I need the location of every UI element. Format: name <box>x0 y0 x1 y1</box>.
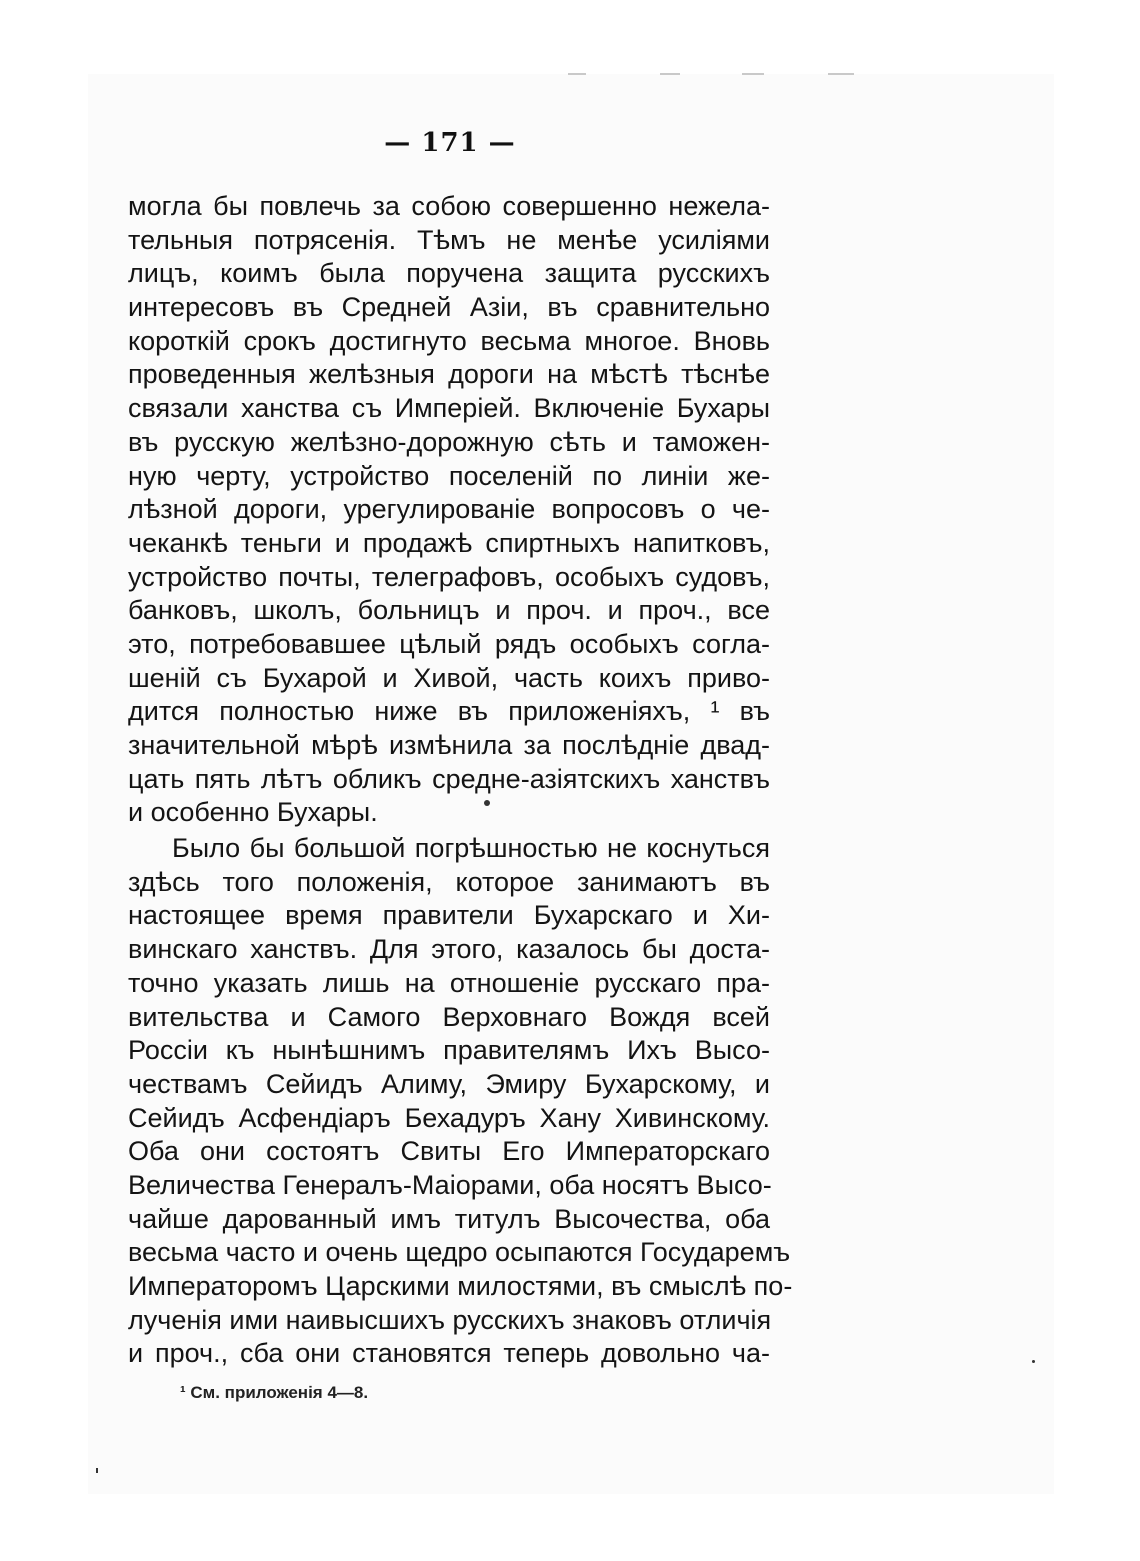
text-line: Оба они состоятъ Свиты Его Императорскаго <box>128 1136 770 1167</box>
text-line: и проч., сба они становятся теперь довольно ча- <box>128 1338 770 1369</box>
scan-artifact-dash <box>742 73 764 75</box>
text-line: Императоромъ Царскими милостями, въ смыслѣ по- <box>128 1271 793 1301</box>
text-line: это, потребовавшее цѣлый рядъ особыхъ согла- <box>128 628 770 659</box>
text-line: тельныя потрясенія. Тѣмъ не менѣе усиліями <box>128 224 770 255</box>
text-line: лѣзной дороги, урегулированіе вопросовъ о че- <box>128 494 770 525</box>
page-number: — 171 — <box>384 128 516 158</box>
scan-speck <box>1032 1360 1035 1363</box>
text-line: весьма часто и очень щедро осыпаются Государемъ <box>128 1237 791 1268</box>
scan-artifact-dash <box>828 73 854 75</box>
text-line: вительства и Самого Верховнаго Вождя всей <box>128 1001 770 1032</box>
text-line: въ русскую желѣзно-дорожную сѣть и таможен- <box>128 426 770 457</box>
text-line: точно указать лишь на отношеніе русскаго пра- <box>128 967 770 998</box>
text-line: Величества Генералъ-Маіорами, оба носятъ Высо- <box>128 1169 772 1200</box>
text-line: значительной мѣрѣ измѣнила за послѣдніе двад- <box>128 730 770 760</box>
text-line: здѣсь того положенія, которое занимаютъ въ <box>128 866 770 897</box>
text-line: винскаго ханствъ. Для этого, казалось бы доста- <box>128 934 770 965</box>
text-line: лицъ, коимъ была поручена защита русскихъ <box>128 258 770 289</box>
text-line: связали ханства съ Имперіей. Включеніе Бухары <box>128 393 770 424</box>
text-line: шеній съ Бухарой и Хивой, часть коихъ приво- <box>128 662 770 693</box>
text-line: чествамъ Сейидъ Алиму, Эмиру Бухарскому, и <box>128 1068 770 1099</box>
scan-artifact-dash <box>568 73 586 75</box>
text-line: могла бы повлечь за собою совершенно нежела- <box>128 191 770 221</box>
text-line: проведенныя желѣзныя дороги на мѣстѣ тѣснѣе <box>128 359 770 390</box>
text-line: и особенно Бухары. <box>128 797 378 828</box>
text-line: чеканкѣ теньги и продажѣ спиртныхъ напитковъ, <box>128 527 770 558</box>
body-text <box>128 190 793 1371</box>
text-line: дится полностью ниже въ приложеніяхъ, ¹ въ <box>128 696 770 727</box>
scan-speck <box>484 800 490 806</box>
footnote: ¹ См. приложенія 4—8. <box>180 1383 369 1402</box>
text-line: Россіи къ нынѣшнимъ правителямъ Ихъ Высо- <box>128 1035 770 1066</box>
scan-artifact-dash <box>660 73 680 75</box>
paragraph-2 <box>128 832 793 1371</box>
text-line: короткій срокъ достигнуто весьма многое. Вновь <box>128 325 770 356</box>
text-line: банковъ, школъ, больницъ и проч. и проч., все <box>128 595 770 626</box>
paragraph-1 <box>128 190 770 830</box>
text-line: интересовъ въ Средней Азіи, въ сравнительно <box>128 292 770 323</box>
text-line: лученія ими наивысшихъ русскихъ знаковъ отличія <box>128 1304 772 1335</box>
text-line: устройство почты, телеграфовъ, особыхъ судовъ, <box>128 561 770 592</box>
scan-speck <box>96 1468 98 1473</box>
text-line: Было бы большой погрѣшностью не коснуться <box>172 833 770 864</box>
text-line: чайше дарованный имъ титулъ Высочества, оба <box>128 1203 770 1234</box>
text-line: настоящее время правители Бухарскаго и Хи- <box>128 900 770 931</box>
text-line: ную черту, устройство поселеній по линіи же- <box>128 460 770 491</box>
text-line: Сейидъ Асфендіаръ Бехадуръ Хану Хивинскому. <box>128 1102 770 1133</box>
text-line: цать пять лѣтъ обликъ средне-азіятскихъ ханствъ <box>128 763 770 794</box>
